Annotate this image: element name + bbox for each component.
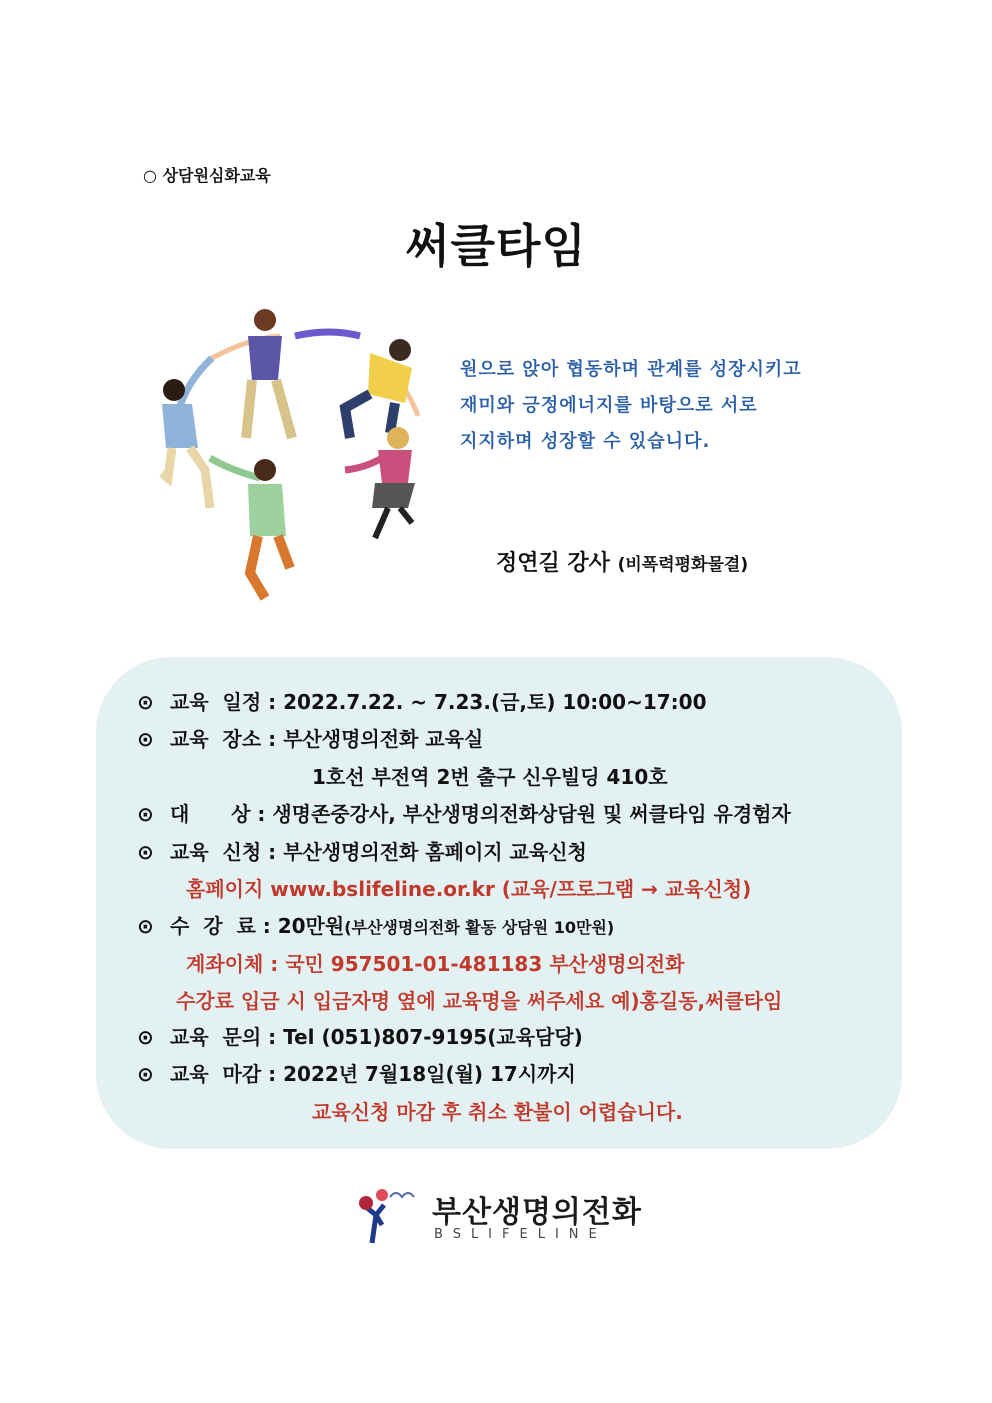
place-row — [137, 723, 483, 752]
tree-logo-icon — [352, 1185, 424, 1245]
logo-subtitle: BSLIFELINE — [434, 1227, 607, 1242]
target-label: 대 상 : — [169, 802, 266, 826]
fee-row — [137, 910, 614, 939]
circle-dance-illustration — [150, 298, 440, 608]
apply-label: 교육 신청 : — [169, 840, 277, 864]
bullet-icon: ⊙ — [137, 914, 154, 938]
description-line: 재미와 긍정에너지를 바탕으로 서로 — [460, 395, 758, 416]
description-line: 지지하며 성장할 수 있습니다. — [460, 431, 711, 452]
instructor — [496, 546, 748, 577]
deadline-value: 2022년 7월18일(월) 17시까지 — [283, 1062, 576, 1086]
bullet-icon: ⊙ — [137, 690, 154, 714]
target-value: 생명존중강사, 부산생명의전화상담원 및 써클타임 유경험자 — [272, 802, 791, 826]
bullet-icon: ⊙ — [137, 802, 154, 826]
bullet-icon: ⊙ — [137, 1025, 154, 1049]
inquiry-row — [137, 1021, 583, 1050]
inquiry-label: 교육 문의 : — [169, 1025, 277, 1049]
logo-name: 부산생명의전화 — [432, 1195, 642, 1230]
bullet-icon: ⊙ — [137, 727, 154, 751]
place-value: 부산생명의전화 교육실 — [283, 727, 484, 751]
fee-value: 20만원 — [277, 914, 345, 938]
category-label: ○ 상담원심화교육 — [143, 166, 271, 185]
instructor-name: 정연길 강사 — [496, 551, 610, 576]
fee-account-note: 계좌이체 : 국민 957501-01-481183 부산생명의전화 — [186, 952, 685, 976]
instructor-affiliation: (비폭력평화물결) — [617, 555, 749, 575]
target-row — [137, 798, 791, 827]
schedule-label: 교육 일정 : — [169, 690, 277, 714]
fee-discount: (부산생명의전화 활동 상담원 10만원) — [344, 918, 615, 937]
description — [460, 352, 802, 460]
apply-row — [137, 836, 587, 865]
apply-homepage-link[interactable]: 홈페이지 www.bslifeline.or.kr (교육/프로그램 → 교육신청) — [186, 877, 752, 901]
description-line: 원으로 앉아 협동하며 관계를 성장시키고 — [460, 359, 802, 380]
apply-value: 부산생명의전화 홈페이지 교육신청 — [283, 840, 587, 864]
fee-label: 수 강 료 : — [169, 914, 271, 938]
schedule-value: 2022.7.22. ~ 7.23.(금,토) 10:00~17:00 — [283, 690, 707, 714]
deadline-row — [137, 1058, 576, 1087]
inquiry-value: Tel (051)807-9195(교육담당) — [283, 1025, 583, 1049]
deadline-label: 교육 마감 : — [169, 1062, 277, 1086]
schedule-row — [137, 686, 707, 715]
fee-deposit-note: 수강료 입금 시 입금자명 옆에 교육명을 써주세요 예)홍길동,써클타임 — [176, 989, 783, 1013]
place-label: 교육 장소 : — [169, 727, 277, 751]
organization-logo — [352, 1185, 652, 1247]
bullet-icon: ⊙ — [137, 1062, 154, 1086]
bullet-icon: ⊙ — [137, 840, 154, 864]
deadline-note: 교육신청 마감 후 취소 환불이 어렵습니다. — [312, 1100, 683, 1124]
place-value-2: 1호선 부전역 2번 출구 신우빌딩 410호 — [312, 765, 668, 789]
page-title: 써클타임 — [405, 219, 587, 273]
